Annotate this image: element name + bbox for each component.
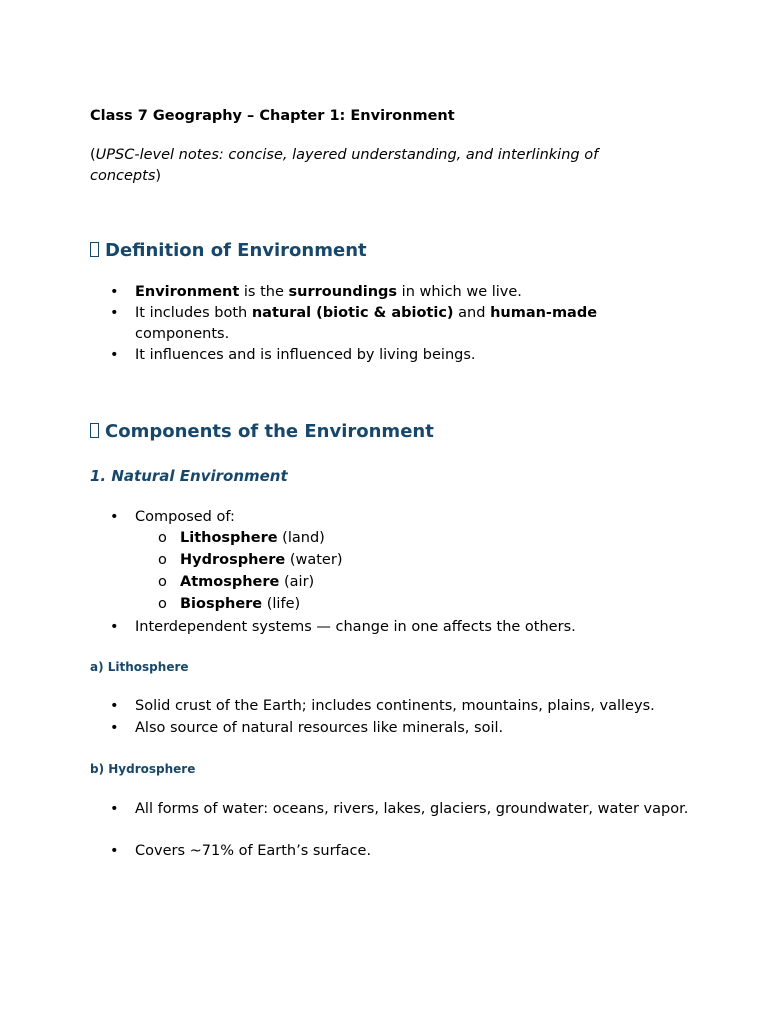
text: Composed of: — [135, 509, 235, 525]
section-heading-label: Components of the Environment — [105, 421, 434, 442]
list-item — [135, 617, 695, 638]
text: (air) — [279, 574, 315, 590]
text: (water) — [285, 552, 343, 568]
bold-term: Lithosphere — [180, 530, 278, 546]
text: components. — [135, 326, 230, 342]
list-item: • Also source of natural resources like minerals, soil. — [135, 718, 695, 739]
list-item — [135, 345, 695, 366]
list-item: • All forms of water: oceans, rivers, lakes, glaciers, groundwater, water vapor. — [135, 799, 695, 820]
unrendered-glyph-icon — [90, 423, 99, 438]
list-item: • Solid crust of the Earth; includes continents, mountains, plains, valleys. — [135, 696, 695, 717]
text: (land) — [277, 530, 325, 546]
section-heading-label: Definition of Environment — [105, 240, 367, 261]
section-heading-components — [90, 421, 434, 442]
section-heading-definition — [90, 240, 367, 261]
text: and — [453, 305, 491, 321]
unrendered-glyph-icon — [90, 242, 99, 257]
list-item — [135, 507, 695, 528]
list-item: • Covers ~71% of Earth’s surface. — [135, 841, 695, 862]
text: (life) — [262, 596, 301, 612]
bold-term: Atmosphere — [180, 574, 280, 590]
sub-list-item — [180, 550, 342, 571]
bold-term: Hydrosphere — [180, 552, 286, 568]
sub-list-item — [180, 572, 314, 593]
text: It includes both — [135, 305, 252, 321]
subheading-lithosphere: a) Lithosphere — [90, 660, 189, 674]
bold-term: Biosphere — [180, 596, 263, 612]
sub-list-item — [180, 594, 300, 615]
bold-term: natural (biotic & abiotic) — [251, 305, 454, 321]
subheading-hydrosphere: b) Hydrosphere — [90, 762, 196, 776]
bold-term: human-made — [490, 305, 598, 321]
list-item — [135, 282, 695, 303]
bold-term: Environment — [135, 284, 240, 300]
subtitle-close: ) — [155, 168, 162, 184]
sub-list-item — [180, 528, 325, 549]
subtitle-open: ( — [90, 147, 96, 163]
subtitle-italic: UPSC-level notes: concise, layered understanding, and interlinking of concepts — [90, 147, 599, 184]
text: is the — [239, 284, 289, 300]
text: Interdependent systems — change in one affects the others. — [135, 619, 576, 635]
subheading-natural-environment: 1. Natural Environment — [90, 467, 288, 485]
text: It influences and is influenced by living beings. — [135, 347, 476, 363]
bold-term: surroundings — [288, 284, 398, 300]
list-item — [135, 303, 695, 345]
text: in which we live. — [397, 284, 522, 300]
subtitle-note — [90, 145, 650, 187]
page-title: Class 7 Geography – Chapter 1: Environment — [90, 108, 455, 124]
